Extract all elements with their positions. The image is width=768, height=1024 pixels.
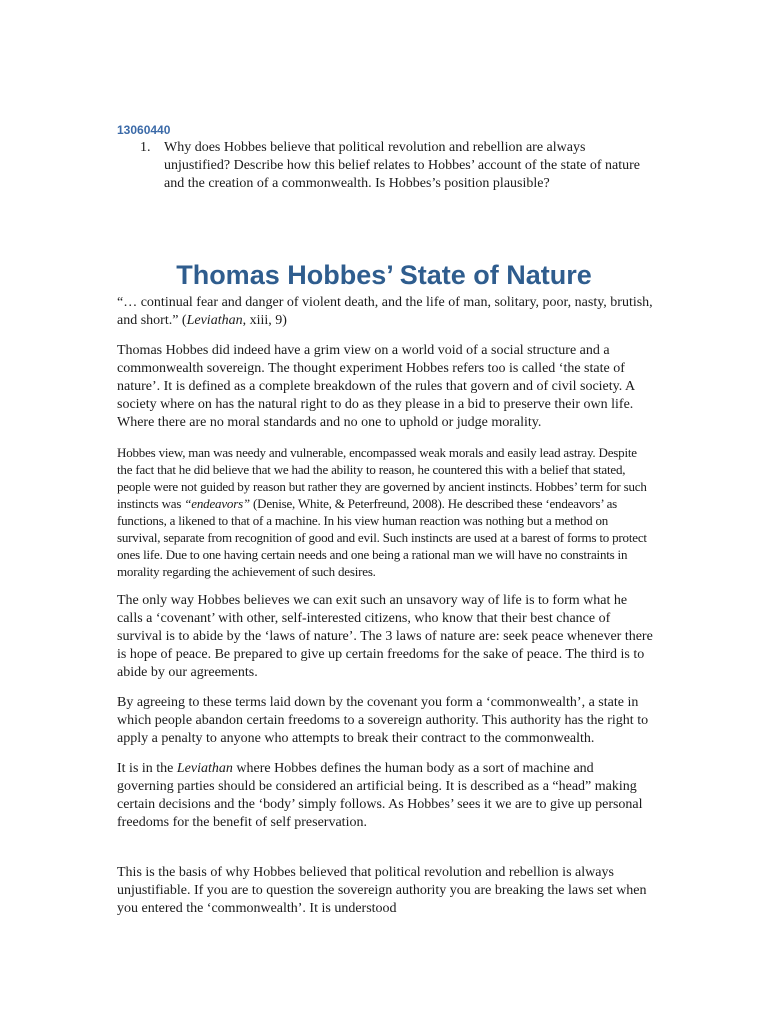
paragraph-2-term: “endeavors” bbox=[184, 496, 250, 511]
paragraph-2 bbox=[117, 444, 653, 580]
document-id: 13060440 bbox=[117, 123, 171, 137]
paragraph-6: This is the basis of why Hobbes believed that political revolution and rebellion is always unjustifiable. If you are to question the sovereign authority you are breaking the laws set when you entered the ‘commonwealth’. It is understood bbox=[117, 865, 647, 916]
paragraph-1: Thomas Hobbes did indeed have a grim view on a world void of a social structure and a commonwealth sovereign. The thought experiment Hobbes refers too is called ‘the state of nature’. It is defined as a complete breakdown of the rules that govern and of civil society. A society where on has the natural right to do as they please in a bid to preserve their own life. Where there are no moral standards and no one to uphold or judge morality. bbox=[117, 343, 635, 430]
paragraph-3: The only way Hobbes believes we can exit such an unsavory way of life is to form what he calls a ‘covenant’ with other, self-interested citizens, who know that their best chance of survival is to abide by the ‘laws of nature’. The 3 laws of nature are: seek peace whenever there is hope of peace. Be prepared to give up certain freedoms for the sake of peace. The third is to abide by our agreements. bbox=[117, 593, 653, 680]
essay-question bbox=[140, 139, 640, 193]
quote-source: Leviathan bbox=[186, 313, 243, 328]
quote-text: “… continual fear and danger of violent death, and the life of man, solitary, poor, nasty, brutish, and short.” ( bbox=[117, 295, 653, 328]
paragraph-2-part-a: Hobbes view, man was needy and vulnerable, encompassed weak morals and easily lead astray. Despite the fact that he did believe that we had the ability to reason, he countered this with a belief that stated, people were not guided by reason but rather they are governed by ancient instincts. Hobbes’ term for such instincts was bbox=[117, 445, 647, 511]
opening-quote bbox=[117, 294, 653, 330]
essay-body bbox=[117, 294, 653, 930]
question-text: Why does Hobbes believe that political revolution and rebellion are always unjustified? Describe how this belief relates to Hobbes’ account of the state of nature and the creation of a commonwealth. Is Hobbes’s position plausible? bbox=[164, 140, 640, 191]
paragraph-5-part-a: It is in the bbox=[117, 761, 177, 776]
paragraph-5-part-b: where Hobbes defines the human body as a sort of machine and governing parties should be considered an artificial being. It is described as a “head” making certain decisions and the ‘body’ simply follows. As Hobbes’ sees it we are to give up personal freedoms for the benefit of self preservation. bbox=[117, 761, 643, 830]
paragraph-5-title: Leviathan bbox=[176, 761, 233, 776]
paragraph-5 bbox=[117, 760, 653, 832]
question-number: 1. bbox=[140, 140, 151, 155]
essay-title: Thomas Hobbes’ State of Nature bbox=[176, 260, 592, 290]
paragraph-4: By agreeing to these terms laid down by the covenant you form a ‘commonwealth’, a state in which people abandon certain freedoms to a sovereign authority. This authority has the right to apply a penalty to anyone who attempts to break their contract to the commonwealth. bbox=[117, 695, 649, 746]
paragraph-2-part-b: (Denise, White, & Peterfreund, 2008). He described these ‘endeavors’ as functions, a likened to that of a machine. In his view human reaction was nothing but a method on survival, separate from recognition of good and evil. Such instincts are used at a barest of forms to protect ones life. Due to one having certain needs and one being a rational man we will have no constraints in morality regarding the achievement of such desires. bbox=[117, 496, 647, 579]
quote-citation: , xiii, 9) bbox=[242, 313, 287, 328]
